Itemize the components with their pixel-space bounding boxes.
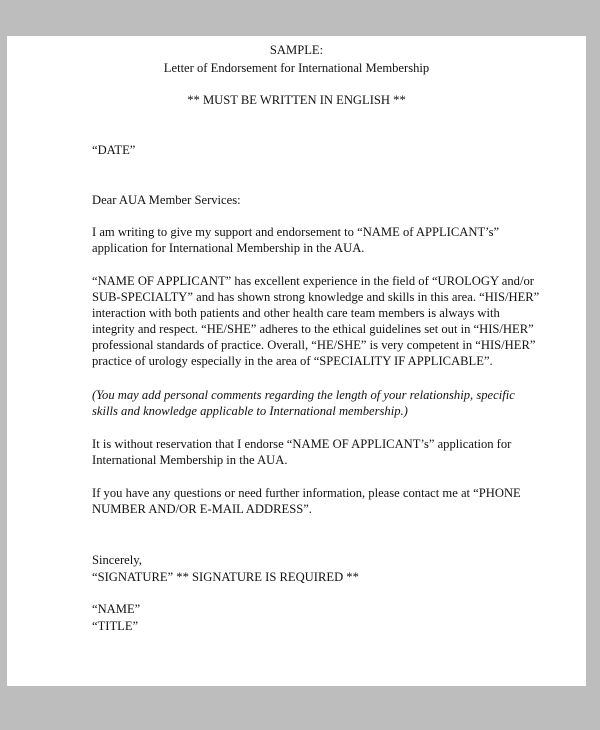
paragraph-line: SUB-SPECIALTY” and has shown strong knowledge and skills in this area. “HIS/HER” xyxy=(92,290,540,304)
letter-title: Letter of Endorsement for International Membership xyxy=(163,61,430,75)
paragraph-line: I am writing to give my support and endorsement to “NAME of APPLICANT’s” xyxy=(92,225,500,239)
paragraph-line: “NAME OF APPLICANT” has excellent experience in the field of “UROLOGY and/or xyxy=(92,274,534,288)
paragraph-line: NUMBER AND/OR E-MAIL ADDRESS”. xyxy=(92,502,312,516)
paragraph-line: It is without reservation that I endorse “NAME OF APPLICANT’s” application for xyxy=(92,437,512,451)
paragraph-line: If you have any questions or need further information, please contact me at “PHONE xyxy=(92,486,521,500)
name-line: “NAME” xyxy=(92,602,141,616)
italic-note-line: skills and knowledge applicable to International membership.) xyxy=(92,404,408,418)
paragraph-line: practice of urology especially in the area of “SPECIALITY IF APPLICABLE”. xyxy=(92,354,493,368)
closing-sincerely: Sincerely, xyxy=(92,553,142,567)
english-notice: ** MUST BE WRITTEN IN ENGLISH ** xyxy=(187,93,406,107)
paragraph-line: professional standards of practice. Overall, “HE/SHE” is very competent in “HIS/HER” xyxy=(92,338,536,352)
italic-note-line: (You may add personal comments regarding the length of your relationship, specific xyxy=(92,388,515,402)
paragraph-line: International Membership in the AUA. xyxy=(92,453,288,467)
signature-line: “SIGNATURE” ** SIGNATURE IS REQUIRED ** xyxy=(92,570,359,584)
date-placeholder: “DATE” xyxy=(92,143,136,157)
salutation: Dear AUA Member Services: xyxy=(92,193,241,207)
title-line: “TITLE” xyxy=(92,619,139,633)
document-page xyxy=(7,36,586,686)
paragraph-line: application for International Membership in the AUA. xyxy=(92,241,365,255)
paragraph-line: interaction with both patients and other health care team members is always with xyxy=(92,306,500,320)
sample-heading: SAMPLE: xyxy=(269,43,324,57)
paragraph-line: integrity and respect. “HE/SHE” adheres to the ethical guidelines set out in “HIS/HER” xyxy=(92,322,534,336)
